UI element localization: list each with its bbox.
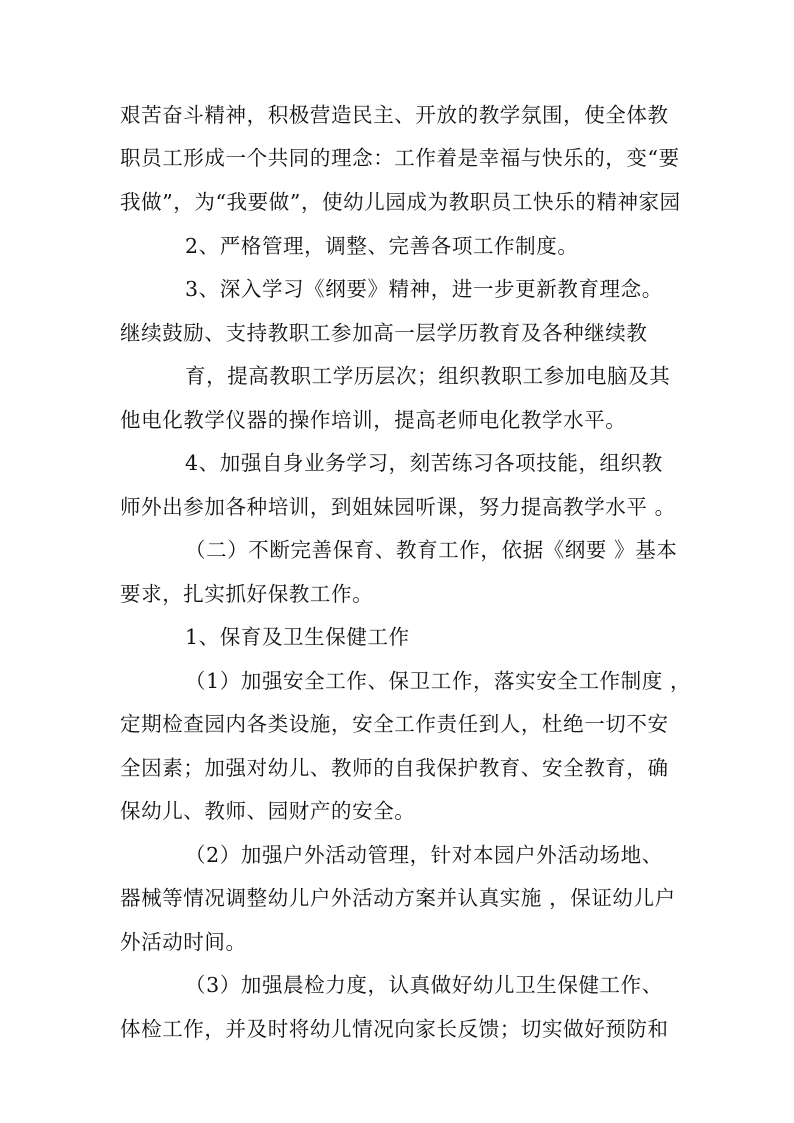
text-line: 4、加强自身业务学习，刻苦练习各项技能，组织教 xyxy=(185,451,663,475)
text-line: （二）不断完善保育、教育工作，依据《纲要 》基本 xyxy=(185,538,678,562)
text-line: 器械等情况调整幼儿户外活动方案并认真实施 ，保证幼儿户 xyxy=(120,886,676,910)
text-line: 全因素；加强对幼儿、教师的自我保护教育、安全教育，确 xyxy=(120,756,669,780)
text-line: 保幼儿、教师、园财产的安全。 xyxy=(120,799,416,823)
text-line: （3）加强晨检力度，认真做好幼儿卫生保健工作、 xyxy=(185,973,663,997)
text-line: 我做”，为“我要做”，使幼儿园成为教职员工快乐的精神家园 xyxy=(120,190,681,214)
text-line: 定期检查园内各类设施，安全工作责任到人，杜绝一切不安 xyxy=(120,712,669,736)
text-line: 3、深入学习《纲要》精神，进一步更新教育理念。 xyxy=(185,277,663,301)
text-line: 体检工作，并及时将幼儿情况向家长反馈；切实做好预防和 xyxy=(120,1017,669,1041)
text-line: 职员工形成一个共同的理念：工作着是幸福与快乐的，变“要 xyxy=(120,146,680,170)
text-line: 他电化教学仪器的操作培训，提高老师电化教学水平。 xyxy=(120,408,627,432)
text-line: 外活动时间。 xyxy=(120,930,247,954)
text-line: （1）加强安全工作、保卫工作，落实安全工作制度 ， xyxy=(185,669,692,693)
text-line: 要求，扎实抓好保教工作。 xyxy=(120,582,374,606)
text-line: （2）加强户外活动管理，针对本园户外活动场地、 xyxy=(185,843,663,867)
text-line: 师外出参加各种培训，到姐妹园听课，努力提高教学水平 。 xyxy=(120,495,676,519)
text-line: 2、严格管理，调整、完善各项工作制度。 xyxy=(185,234,579,258)
text-line: 1、保育及卫生保健工作 xyxy=(185,625,410,649)
text-line: 育，提高教职工学历层次；组织教职工参加电脑及其 xyxy=(185,364,671,388)
text-line: 艰苦奋斗精神，积极营造民主、开放的教学氛围，使全体教 xyxy=(120,103,669,127)
text-line: 继续鼓励、支持教职工参加高一层学历教育及各种继续教 xyxy=(120,321,648,345)
